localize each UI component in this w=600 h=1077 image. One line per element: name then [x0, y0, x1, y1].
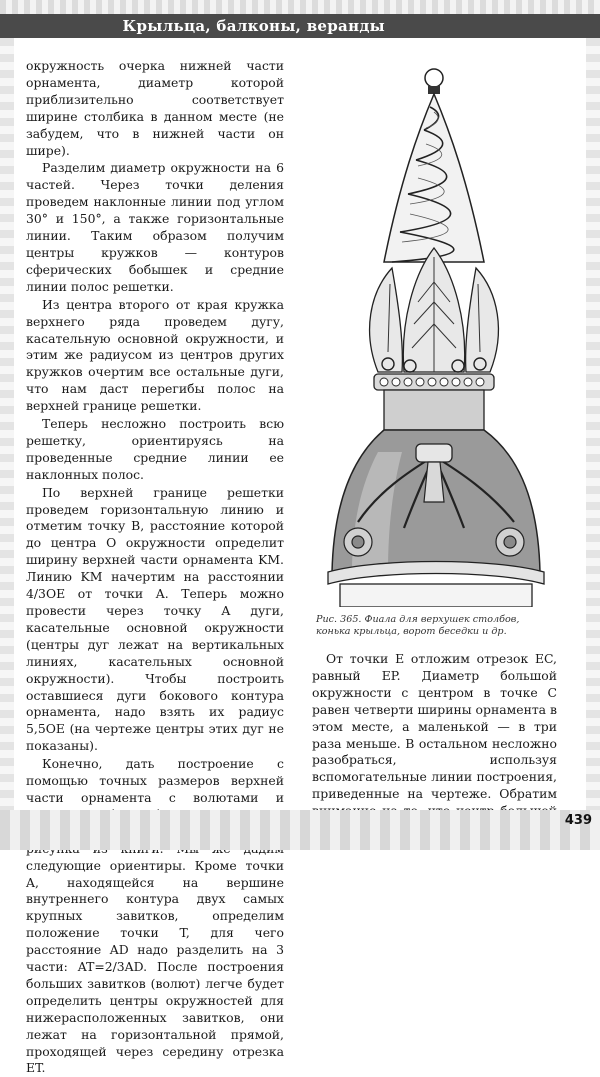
paragraph: Из центра второго от края кружка верхнего ряда проведем дугу, касательную основной окружности, и этим же радиусом из центров других кружков очертим все остальные дуги, что нам даст перегибы полос на верхней границе решетки.: [26, 296, 284, 414]
left-border-ornament: [0, 38, 14, 810]
paragraph: По верхней границе решетки проведем горизонтальную линию и отметим точку B, расстояние которой до центра O окружности определит ширину верхней части орнамента KM. Линию KM начертим на расстоянии 4/3OE от точки A. Теперь можно провести через точку A дуги, касательные основной окружности (центры дуг лежат на вертикальных линиях, касательных основной окружности). Чтобы построить оставшиеся дуги бокового контура орнамента, надо взять их радиус 5,5OE (на чертеже центры этих дуг не показаны).: [26, 484, 284, 754]
running-header-title: Крыльца, балконы, веранды: [122, 17, 385, 35]
figure-caption: [316, 614, 556, 638]
right-border-ornament: [586, 38, 600, 810]
paragraph: окружность очерка нижней части орнамента, диаметр которой приблизительно соответствует ширине столбика в данном месте (не забудем, что в нижней части он шире).: [26, 58, 284, 158]
paragraph: Разделим диаметр окружности на 6 частей. Через точки деления проведем наклонные линии под углом 30° и 150°, а также горизонтальные линии. Таким образом получим центры кружков — контуров сферических бобышек и средние линии полос решетки.: [26, 160, 284, 294]
finial-illustration: [318, 52, 556, 607]
figure-caption-text: Фиала для верхушек столбов, конька крыльца, ворот беседки и др.: [316, 614, 520, 637]
footer-ornament: [0, 810, 600, 850]
paragraph: От точки E отложим отрезок EC, равный EP. Диаметр большой окружности с центром в точке C равен четверти ширины орнамента в этом месте, а маленькой — в три раза меньше. В остальном несложно разобраться, используя вспомогательные линии построения, приведенные на чертеже. Обратим: [312, 651, 557, 802]
figure-caption-label: Рис. 365.: [316, 614, 362, 625]
paragraph: Теперь несложно построить всю решетку, ориентируясь на проведенные средние линии ее наклонных полос.: [26, 416, 284, 482]
page-number: 439: [564, 813, 592, 828]
left-text-column: [26, 58, 284, 1077]
paragraph: Конечно, дать построение с помощью точных размеров верхней части орнамента с волютами и следующие ориентиры. Кроме точки A, находящейся на вершине внутреннего контура двух самых крупных завитков, определим положение точки T, для чего расстояние AD надо разделить на 3 части: AT=2/3AD. После построения больших завитков (волют) легче будет определить центры окружностей для нижерасположенных завитков, они лежат на горизонтальной прямой, проходящей через середину отрезка ET.: [26, 756, 284, 1076]
header-ornament: [0, 0, 600, 14]
